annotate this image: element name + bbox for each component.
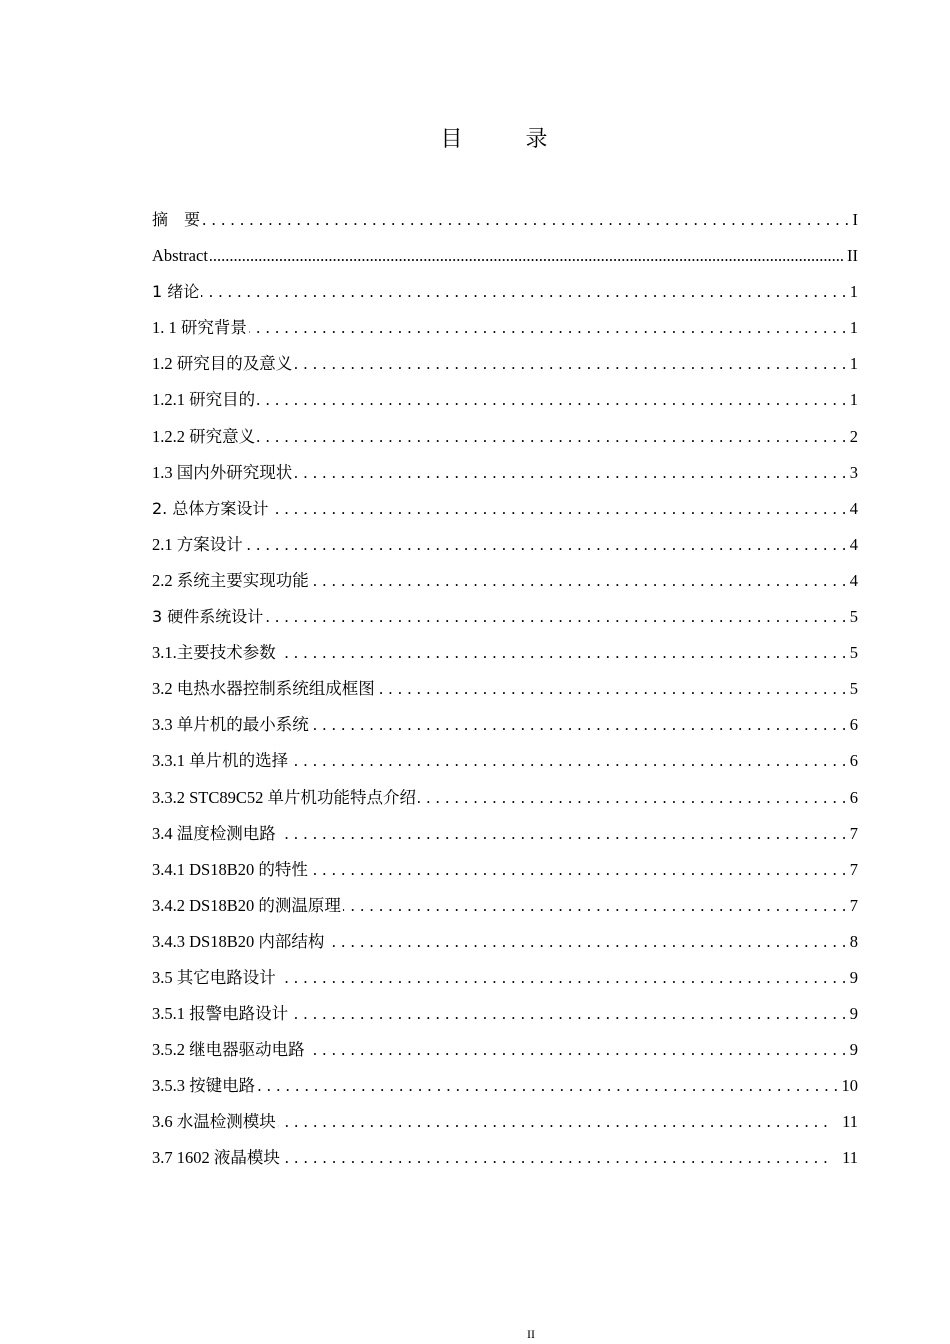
toc-entry-label: 3.5 其它电路设计 bbox=[152, 967, 276, 987]
toc-entry[interactable] bbox=[152, 1148, 858, 1184]
toc-entry-page-number: 3 bbox=[849, 462, 858, 482]
toc-entry-label: 1.2.2 研究意义 bbox=[152, 426, 256, 446]
toc-entry[interactable] bbox=[152, 427, 858, 463]
toc-entry-label: 1. 1 研究背景 bbox=[152, 318, 247, 338]
toc-entry[interactable] bbox=[152, 788, 858, 824]
toc-leader-dots bbox=[257, 427, 847, 447]
toc-leader-dots bbox=[294, 354, 847, 374]
toc-leader-dots bbox=[270, 499, 846, 519]
toc-entry[interactable] bbox=[152, 968, 858, 1004]
toc-entry-label: 2. 总体方案设计 bbox=[152, 498, 269, 518]
toc-leader-dots bbox=[282, 1148, 828, 1168]
toc-entry-label: 1 绪论 bbox=[152, 282, 200, 302]
toc-entry-page-number: I bbox=[852, 210, 858, 229]
toc-entry-label: 2.2 系统主要实现功能 bbox=[152, 570, 309, 590]
toc-entry-page-number: 9 bbox=[849, 967, 858, 987]
toc-entry-label: 1.2.1 研究目的 bbox=[152, 390, 256, 410]
table-of-contents bbox=[152, 210, 858, 1185]
toc-entry[interactable] bbox=[152, 210, 858, 246]
toc-entry-page-number: 4 bbox=[849, 534, 858, 554]
toc-entry[interactable] bbox=[152, 643, 858, 679]
toc-entry[interactable] bbox=[152, 896, 858, 932]
toc-leader-dots bbox=[278, 824, 847, 844]
toc-entry[interactable] bbox=[152, 282, 858, 318]
toc-leader-dots bbox=[311, 571, 847, 591]
toc-leader-dots bbox=[418, 788, 847, 808]
toc-entry[interactable] bbox=[152, 246, 858, 282]
toc-leader-dots bbox=[343, 896, 847, 916]
toc-leader-dots bbox=[278, 643, 847, 663]
toc-entry[interactable] bbox=[152, 824, 858, 860]
toc-leader-dots bbox=[278, 968, 847, 988]
toc-leader-dots bbox=[307, 1040, 847, 1060]
toc-entry[interactable] bbox=[152, 318, 858, 354]
toc-entry[interactable] bbox=[152, 1112, 858, 1148]
toc-entry[interactable] bbox=[152, 1004, 858, 1040]
toc-entry-label: 摘 要 bbox=[152, 210, 201, 229]
toc-entry-label: 3.4.2 DS18B20 的测温原理 bbox=[152, 895, 341, 915]
toc-entry[interactable] bbox=[152, 1076, 858, 1112]
toc-leader-dots bbox=[201, 282, 846, 302]
toc-entry[interactable] bbox=[152, 607, 858, 643]
toc-entry-page-number: 11 bbox=[842, 1112, 858, 1132]
toc-entry-page-number: 6 bbox=[849, 751, 858, 771]
toc-entry-label: 2.1 方案设计 bbox=[152, 534, 243, 554]
toc-entry-label: 3.3 单片机的最小系统 bbox=[152, 715, 309, 735]
toc-entry[interactable] bbox=[152, 715, 858, 751]
toc-entry-label: 3.5.1 报警电路设计 bbox=[152, 1004, 289, 1024]
toc-entry[interactable] bbox=[152, 571, 858, 607]
toc-entry-label: 3.4 温度检测电路 bbox=[152, 823, 276, 843]
toc-leader-dots bbox=[377, 679, 847, 699]
toc-entry-label: 3.4.1 DS18B20 的特性 bbox=[152, 859, 308, 879]
toc-entry-page-number: 5 bbox=[849, 679, 858, 699]
toc-entry-page-number: 4 bbox=[849, 498, 858, 518]
toc-entry-label: 3.4.3 DS18B20 内部结构 bbox=[152, 931, 325, 951]
toc-entry-page-number: 6 bbox=[849, 787, 858, 807]
toc-entry-label: 3.7 1602 液晶模块 bbox=[152, 1148, 280, 1168]
toc-entry-label: 3.6 水温检测模块 bbox=[152, 1112, 276, 1132]
toc-entry[interactable] bbox=[152, 1040, 858, 1076]
toc-entry-page-number: II bbox=[847, 246, 858, 266]
toc-entry-page-number: 10 bbox=[841, 1076, 858, 1096]
toc-entry-label: 3.3.1 单片机的选择 bbox=[152, 751, 289, 771]
toc-leader-dots bbox=[311, 715, 847, 735]
toc-entry[interactable] bbox=[152, 932, 858, 968]
toc-entry[interactable] bbox=[152, 535, 858, 571]
toc-entry-page-number: 2 bbox=[849, 426, 858, 446]
toc-entry[interactable] bbox=[152, 860, 858, 896]
toc-entry-label: 3.1.主要技术参数 bbox=[152, 643, 276, 663]
toc-entry-label: 3.5.2 继电器驱动电路 bbox=[152, 1040, 305, 1060]
toc-entry-page-number: 11 bbox=[842, 1148, 858, 1168]
toc-entry-page-number: 1 bbox=[849, 318, 858, 338]
toc-entry-label: 1.3 国内外研究现状 bbox=[152, 462, 293, 482]
toc-entry-page-number: 9 bbox=[849, 1040, 858, 1060]
toc-entry-page-number: 8 bbox=[849, 931, 858, 951]
toc-entry-label: 1.2 研究目的及意义 bbox=[152, 354, 293, 374]
toc-entry[interactable] bbox=[152, 751, 858, 787]
toc-entry-page-number: 7 bbox=[849, 895, 858, 915]
toc-entry-page-number: 7 bbox=[849, 823, 858, 843]
toc-entry-label: 3 硬件系统设计 bbox=[152, 607, 264, 627]
toc-leader-dots bbox=[257, 390, 847, 410]
toc-entry-page-number: 4 bbox=[849, 570, 858, 590]
toc-leader-dots bbox=[265, 607, 846, 627]
toc-leader-dots bbox=[257, 1076, 838, 1096]
footer-page-number: II bbox=[527, 1327, 535, 1341]
toc-leader-dots bbox=[326, 932, 846, 952]
toc-entry-page-number: 5 bbox=[849, 607, 858, 627]
toc-entry[interactable] bbox=[152, 499, 858, 535]
toc-entry-page-number: 9 bbox=[849, 1004, 858, 1024]
toc-entry[interactable] bbox=[152, 354, 858, 390]
page-title: 目 录 bbox=[440, 127, 576, 152]
toc-entry-page-number: 1 bbox=[849, 282, 858, 302]
toc-leader-dots bbox=[294, 463, 847, 483]
toc-leader-dots bbox=[290, 751, 847, 771]
toc-entry-page-number: 1 bbox=[849, 354, 858, 374]
toc-leader-dots bbox=[245, 535, 847, 555]
toc-leader-dots bbox=[290, 1004, 847, 1024]
toc-entry-label: 3.3.2 STC89C52 单片机功能特点介绍 bbox=[152, 787, 417, 807]
toc-entry-page-number: 5 bbox=[849, 643, 858, 663]
toc-entry[interactable] bbox=[152, 463, 858, 499]
toc-leader-dots bbox=[202, 210, 849, 230]
toc-entry[interactable] bbox=[152, 390, 858, 426]
toc-entry-label: 3.5.3 按键电路 bbox=[152, 1076, 256, 1096]
toc-leader-dots bbox=[210, 246, 844, 266]
toc-entry-page-number: 1 bbox=[849, 390, 858, 410]
toc-entry-label: Abstract bbox=[152, 246, 208, 266]
toc-entry-page-number: 7 bbox=[849, 859, 858, 879]
toc-leader-dots bbox=[249, 318, 847, 338]
toc-leader-dots bbox=[278, 1112, 828, 1132]
toc-entry-page-number: 6 bbox=[849, 715, 858, 735]
toc-entry[interactable] bbox=[152, 679, 858, 715]
toc-leader-dots bbox=[310, 860, 847, 880]
toc-entry-label: 3.2 电热水器控制系统组成框图 bbox=[152, 679, 375, 699]
